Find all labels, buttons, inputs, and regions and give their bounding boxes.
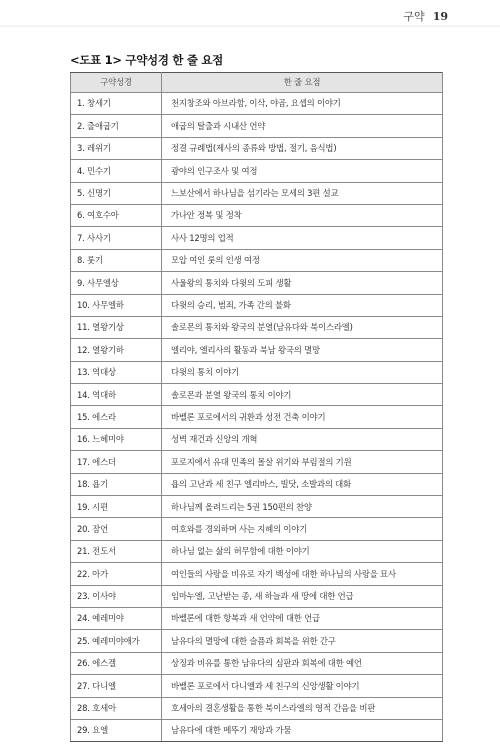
- book-name-cell: 22. 아가: [71, 563, 162, 585]
- summary-cell: 다윗의 통치 이야기: [162, 361, 443, 383]
- table-caption: <도표 1> 구약성경 한 줄 요점: [70, 53, 223, 67]
- summary-cell: 다윗의 승리, 범죄, 가족 간의 불화: [162, 294, 443, 316]
- summary-cell: 바벨론 포로에서 다니엘과 세 친구의 신앙생활 이야기: [162, 675, 443, 697]
- table-row: [71, 361, 443, 383]
- summary-cell: 천지창조와 아브라함, 이삭, 야곱, 요셉의 이야기: [162, 93, 443, 115]
- table-row: [71, 339, 443, 361]
- book-name-cell: 3. 레위기: [71, 137, 162, 159]
- book-name-cell: 10. 사무엘하: [71, 294, 162, 316]
- book-name-cell: 1. 창세기: [71, 93, 162, 115]
- summary-cell: 하나님 없는 삶의 허무함에 대한 이야기: [162, 540, 443, 562]
- table-row: [71, 384, 443, 406]
- summary-cell: 바벨론 포로에서의 귀환과 성전 건축 이야기: [162, 406, 443, 428]
- book-name-cell: 2. 출애굽기: [71, 115, 162, 137]
- book-name-cell: 28. 호세아: [71, 697, 162, 719]
- summary-cell: 상징과 비유를 통한 남유다의 심판과 회복에 대한 예언: [162, 652, 443, 674]
- page-number: 19: [432, 10, 448, 23]
- old-testament-table: [70, 72, 443, 742]
- summary-cell: 솔로몬의 통치와 왕국의 분열(남유다와 북이스라엘): [162, 316, 443, 338]
- summary-cell: 가나안 정복 및 정착: [162, 204, 443, 226]
- table-row: [71, 473, 443, 495]
- table-row: [71, 496, 443, 518]
- summary-cell: 여호와를 경외하며 사는 지혜의 이야기: [162, 518, 443, 540]
- book-name-cell: 16. 느헤미야: [71, 428, 162, 450]
- table-row: [71, 451, 443, 473]
- book-name-cell: 12. 열왕기하: [71, 339, 162, 361]
- summary-cell: 모압 여인 룻의 인생 여정: [162, 249, 443, 271]
- summary-cell: 임마누엘, 고난받는 종, 새 하늘과 새 땅에 대한 언급: [162, 585, 443, 607]
- book-name-cell: 23. 이사야: [71, 585, 162, 607]
- table-row: [71, 406, 443, 428]
- book-name-cell: 26. 에스겔: [71, 652, 162, 674]
- table-row: [71, 227, 443, 249]
- table-row: [71, 428, 443, 450]
- table-body: [71, 93, 443, 742]
- running-head: [403, 8, 448, 24]
- table-row: [71, 719, 443, 741]
- book-name-cell: 29. 요엘: [71, 719, 162, 741]
- table-row: [71, 585, 443, 607]
- book-name-cell: 27. 다니엘: [71, 675, 162, 697]
- table-row: [71, 697, 443, 719]
- summary-cell: 애굽의 탈출과 시내산 언약: [162, 115, 443, 137]
- summary-cell: 느보산에서 하나님을 섬기라는 모세의 3편 설교: [162, 182, 443, 204]
- table-row: [71, 182, 443, 204]
- book-name-cell: 15. 에스라: [71, 406, 162, 428]
- table-row: [71, 540, 443, 562]
- book-name-cell: 13. 역대상: [71, 361, 162, 383]
- table-row: [71, 115, 443, 137]
- summary-cell: 사울왕의 통치와 다윗의 도피 생활: [162, 272, 443, 294]
- table-row: [71, 518, 443, 540]
- book-name-cell: 24. 예레미야: [71, 607, 162, 629]
- summary-cell: 포로지에서 유대 민족의 몰살 위기와 부림절의 기원: [162, 451, 443, 473]
- book-name-cell: 17. 에스더: [71, 451, 162, 473]
- book-name-cell: 5. 신명기: [71, 182, 162, 204]
- book-name-cell: 14. 역대하: [71, 384, 162, 406]
- summary-cell: 정결 규례법(제사의 종류와 방법, 절기, 음식법): [162, 137, 443, 159]
- summary-cell: 사사 12명의 업적: [162, 227, 443, 249]
- book-name-cell: 6. 여호수아: [71, 204, 162, 226]
- summary-cell: 광야의 인구조사 및 여정: [162, 160, 443, 182]
- summary-cell: 남유다에 대한 메뚜기 재앙과 가뭄: [162, 719, 443, 741]
- summary-cell: 성벽 재건과 신앙의 개혁: [162, 428, 443, 450]
- column-header-summary: 한 줄 요점: [162, 73, 443, 93]
- running-head-section: 구약: [403, 10, 425, 23]
- book-name-cell: 19. 시편: [71, 496, 162, 518]
- table-row: [71, 316, 443, 338]
- table-row: [71, 272, 443, 294]
- book-name-cell: 11. 열왕기상: [71, 316, 162, 338]
- summary-cell: 욥의 고난과 세 친구 엘리바스, 빌닷, 소발과의 대화: [162, 473, 443, 495]
- column-header-book: 구약성경: [71, 73, 162, 93]
- summary-cell: 남유다의 멸망에 대한 슬픔과 회복을 위한 간구: [162, 630, 443, 652]
- table-row: [71, 204, 443, 226]
- table-row: [71, 630, 443, 652]
- table-row: [71, 675, 443, 697]
- book-name-cell: 4. 민수기: [71, 160, 162, 182]
- table-row: [71, 563, 443, 585]
- summary-cell: 바벨론에 대한 항복과 새 언약에 대한 언급: [162, 607, 443, 629]
- book-name-cell: 18. 욥기: [71, 473, 162, 495]
- table-row: [71, 249, 443, 271]
- book-name-cell: 21. 전도서: [71, 540, 162, 562]
- book-name-cell: 25. 예레미야애가: [71, 630, 162, 652]
- table-header-row: [71, 73, 443, 93]
- book-name-cell: 9. 사무엘상: [71, 272, 162, 294]
- book-name-cell: 20. 잠언: [71, 518, 162, 540]
- summary-cell: 하나님께 올려드리는 5권 150편의 찬양: [162, 496, 443, 518]
- book-name-cell: 8. 룻기: [71, 249, 162, 271]
- table-row: [71, 137, 443, 159]
- table-row: [71, 160, 443, 182]
- summary-cell: 솔로몬과 분열 왕국의 통치 이야기: [162, 384, 443, 406]
- table-row: [71, 607, 443, 629]
- table-row: [71, 294, 443, 316]
- table-row: [71, 652, 443, 674]
- summary-cell: 엘리야, 엘리사의 활동과 북남 왕국의 멸망: [162, 339, 443, 361]
- summary-cell: 여인들의 사랑을 비유로 자기 백성에 대한 하나님의 사랑을 묘사: [162, 563, 443, 585]
- table-row: [71, 93, 443, 115]
- summary-cell: 호세아의 결혼생활을 통한 북이스라엘의 영적 간음을 비판: [162, 697, 443, 719]
- book-name-cell: 7. 사사기: [71, 227, 162, 249]
